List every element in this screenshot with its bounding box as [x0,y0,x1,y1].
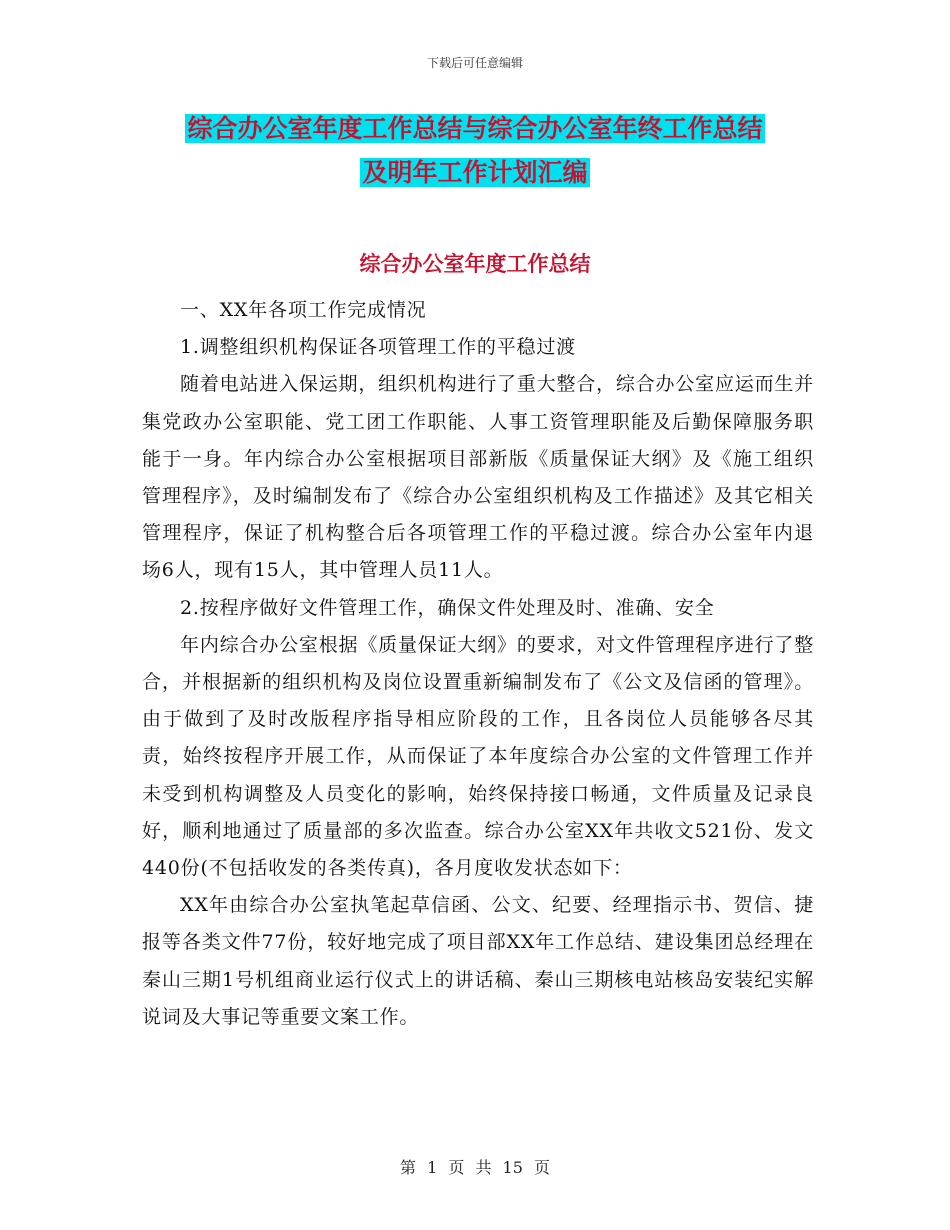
page-footer: 第 1 页 共 15 页 [400,1158,550,1177]
section-title: 综合办公室年度工作总结 [359,252,591,276]
subheading-2: 2.按程序做好文件管理工作，确保文件处理及时、准确、安全 [180,596,715,619]
document-title-line-1 [0,112,950,146]
document-title-text-2: 及明年工作计划汇编 [362,158,588,187]
paragraph-3: XX年由综合办公室执笔起草信函、公文、纪要、经理指示书、贺信、捷报等各类文件77份，较好地完成了项目部XX年工作总结、建设集团总经理在秦山三期1号机组商业运行仪式上的讲话稿、秦山三期核电站核岛安装纪实解说词及大事记等重要文案工作。 [142,894,814,1028]
header-note: 下载后可任意编辑 [426,56,523,70]
document-title-line-2 [0,156,950,190]
subheading-1: 1.调整组织机构保证各项管理工作的平稳过渡 [180,336,576,359]
document-body [142,292,814,1036]
paragraph-1: 随着电站进入保运期，组织机构进行了重大整合，综合办公室应运而生并集党政办公室职能、党工团工作职能、人事工资管理职能及后勤保障服务职能于一身。年内综合办公室根据项目部新版《质量保证大纲》及《施工组织管理程序》，及时编制发布了《综合办公室组织机构及工作描述》及其它相关管理程序，保证了机构整合后各项管理工作的平稳过渡。综合办公室年内退场6人，现有15人，其中管理人员11人。 [142,373,814,582]
document-title-text-1: 综合办公室年度工作总结与综合办公室年终工作总结 [187,114,763,143]
paragraph-2: 年内综合办公室根据《质量保证大纲》的要求，对文件管理程序进行了整合，并根据新的组织机构及岗位设置重新编制发布了《公文及信函的管理》。由于做到了及时改版程序指导相应阶段的工作，且各岗位人员能够各尽其责，始终按程序开展工作，从而保证了本年度综合办公室的文件管理工作并未受到机构调整及人员变化的影响，始终保持接口畅通，文件质量及记录良好，顺利地通过了质量部的多次监查。综合办公室XX年共收文521份、发文440份(不包括收发的各类传真)，各月度收发状态如下： [142,633,814,880]
heading-1: 一、XX年各项工作完成情况 [180,299,427,321]
